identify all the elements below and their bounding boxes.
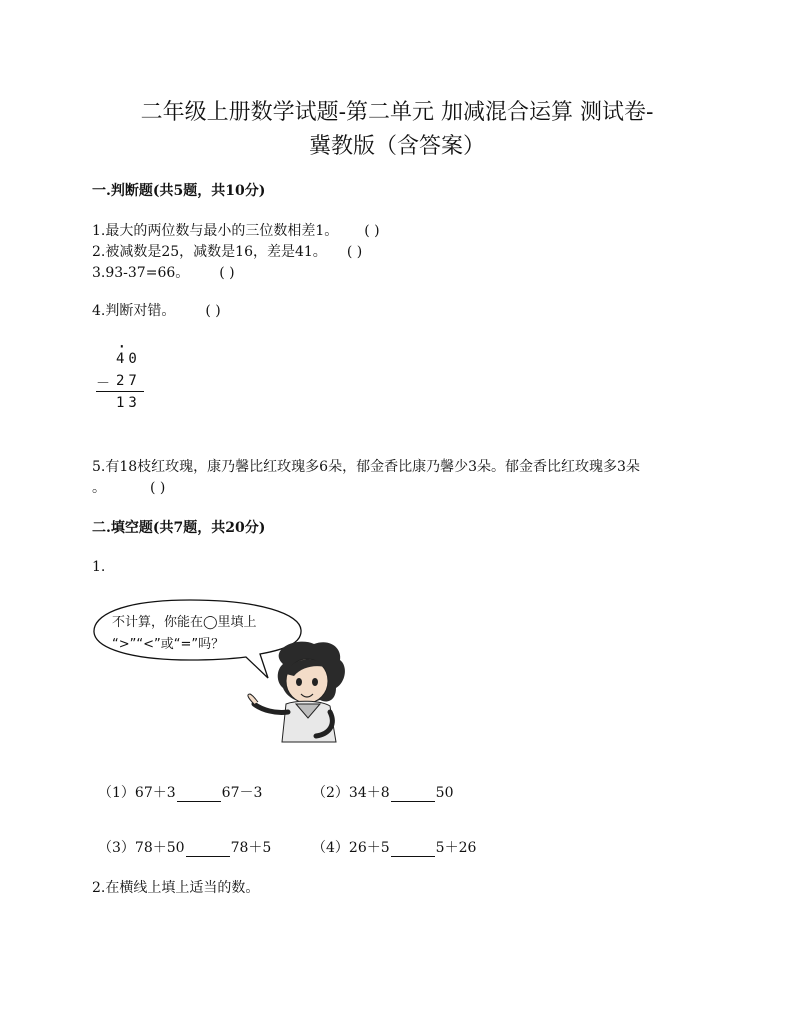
vertical-rule: [96, 391, 144, 392]
fill-item-4: [312, 837, 476, 857]
answer-blank[interactable]: [177, 787, 221, 802]
answer-blank[interactable]: [391, 842, 435, 857]
item-right: 67－3: [221, 785, 263, 801]
vertical-result: 13: [116, 395, 141, 411]
question-1-2: [92, 241, 362, 261]
fill-item-2: [312, 782, 453, 802]
question-text: 1.最大的两位数与最小的三位数相差1。: [92, 223, 339, 239]
item-number: （3）: [98, 840, 135, 856]
question-1-5-line-2: [92, 477, 165, 497]
question-2-1-label: 1.: [92, 559, 106, 575]
question-1-3: [92, 262, 235, 282]
question-1-4: [92, 300, 221, 320]
fill-item-1: [98, 782, 262, 802]
section-2-heading: 二.填空题(共7题，共20分): [92, 520, 266, 536]
answer-paren[interactable]: ( ): [346, 244, 363, 260]
question-text: 2.被减数是25，减数是16，差是41。: [92, 244, 327, 260]
item-number: （2）: [312, 785, 349, 801]
answer-paren[interactable]: ( ): [364, 223, 380, 239]
question-1-5-line-1: 5.有18枝红玫瑰，康乃馨比红玫瑰多6朵，郁金香比康乃馨少3朵。郁金香比红玫瑰多3朵: [92, 459, 640, 475]
question-text: 4.判断对错。: [92, 303, 176, 319]
page-title-line-2: 冀教版（含答案）: [308, 134, 485, 159]
item-right: 78＋5: [230, 840, 272, 856]
bubble-line-1: 不计算，你能在◯里填上: [112, 615, 257, 630]
vertical-subtrahend: 27: [116, 373, 141, 389]
eye-left: [296, 678, 302, 686]
eye-right: [312, 678, 318, 686]
question-text: 3.93-37=66。: [92, 265, 190, 281]
answer-paren[interactable]: ( ): [150, 480, 166, 496]
item-left: 34＋8: [348, 785, 390, 801]
item-number: （1）: [98, 785, 135, 801]
question-2-2: 2.在横线上填上适当的数。: [92, 880, 260, 896]
item-right: 50: [435, 785, 454, 801]
bubble-line-2: “>”“<”或“=”吗？: [112, 637, 225, 652]
question-1-1: [92, 220, 380, 240]
arm-icon: [254, 704, 288, 713]
vertical-minuend: 40: [116, 351, 141, 367]
answer-paren[interactable]: ( ): [205, 303, 221, 319]
item-number: （4）: [312, 840, 349, 856]
page-title-line-1: 二年级上册数学试题-第二单元 加减混合运算 测试卷-: [140, 100, 654, 125]
question-text: 。: [92, 480, 106, 496]
item-right: 5＋26: [435, 840, 477, 856]
answer-blank[interactable]: [391, 787, 435, 802]
answer-blank[interactable]: [186, 842, 230, 857]
item-left: 78＋50: [134, 840, 185, 856]
borrow-dot: ·: [117, 337, 127, 356]
item-left: 26＋5: [348, 840, 390, 856]
fill-item-3: [98, 837, 271, 857]
vertical-minus-sign: －: [96, 376, 110, 392]
answer-paren[interactable]: ( ): [219, 265, 235, 281]
item-left: 67＋3: [134, 785, 176, 801]
section-1-heading: 一.判断题(共5题，共10分): [92, 183, 266, 199]
hand-icon: [248, 694, 258, 704]
